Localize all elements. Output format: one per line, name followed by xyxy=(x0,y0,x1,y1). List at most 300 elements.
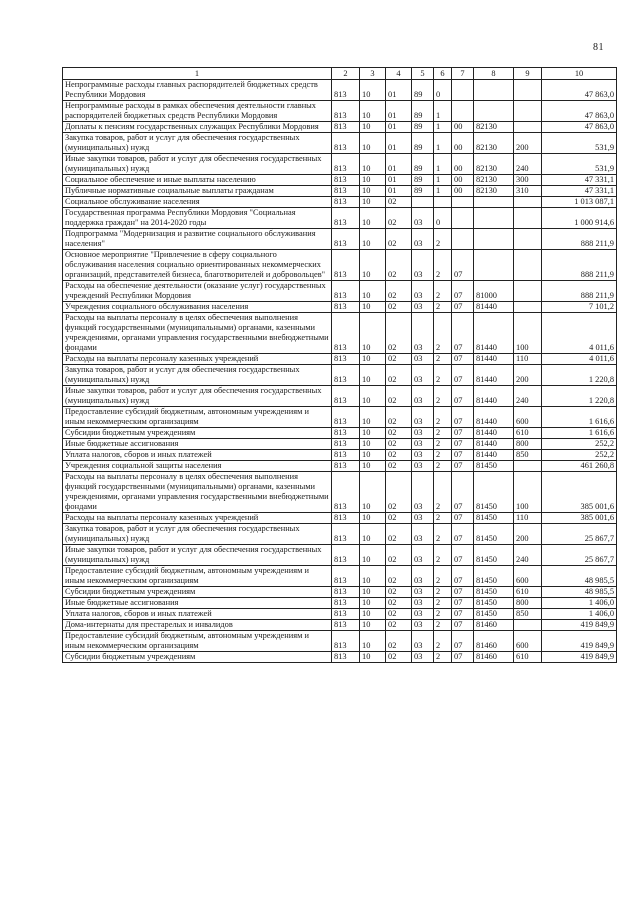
row-name-cell: Социальное обеспечение и иные выплаты населению xyxy=(63,175,332,186)
code-cell-c7 xyxy=(452,229,474,250)
code-cell-c2: 813 xyxy=(332,652,360,663)
table-row xyxy=(63,365,617,386)
code-cell-c9 xyxy=(514,461,542,472)
table-row xyxy=(63,620,617,631)
code-cell-c6: 1 xyxy=(434,154,452,175)
code-cell-c4: 01 xyxy=(386,175,412,186)
column-header-5: 5 xyxy=(412,68,434,80)
code-cell-c7: 07 xyxy=(452,620,474,631)
code-cell-c6: 2 xyxy=(434,250,452,281)
code-cell-c9 xyxy=(514,250,542,281)
table-row xyxy=(63,175,617,186)
amount-cell: 47 863,0 xyxy=(542,101,617,122)
budget-table xyxy=(62,67,617,663)
code-cell-c6 xyxy=(434,197,452,208)
code-cell-c3: 10 xyxy=(360,122,386,133)
row-name-cell: Закупка товаров, работ и услуг для обеспечения государственных (муниципальных) нужд xyxy=(63,365,332,386)
code-cell-c5: 03 xyxy=(412,428,434,439)
code-cell-c6: 2 xyxy=(434,524,452,545)
code-cell-c5: 03 xyxy=(412,620,434,631)
row-name-cell: Субсидии бюджетным учреждениям xyxy=(63,652,332,663)
code-cell-c4: 01 xyxy=(386,186,412,197)
code-cell-c9: 240 xyxy=(514,545,542,566)
code-cell-c4: 02 xyxy=(386,524,412,545)
code-cell-c6: 2 xyxy=(434,609,452,620)
code-cell-c9: 310 xyxy=(514,186,542,197)
table-row xyxy=(63,229,617,250)
code-cell-c7: 07 xyxy=(452,598,474,609)
code-cell-c5: 89 xyxy=(412,133,434,154)
code-cell-c3: 10 xyxy=(360,250,386,281)
code-cell-c7: 07 xyxy=(452,566,474,587)
code-cell-c4: 02 xyxy=(386,439,412,450)
code-cell-c4: 02 xyxy=(386,386,412,407)
code-cell-c8: 81450 xyxy=(474,461,514,472)
code-cell-c4: 02 xyxy=(386,281,412,302)
code-cell-c8: 81450 xyxy=(474,513,514,524)
code-cell-c3: 10 xyxy=(360,407,386,428)
amount-cell: 419 849,9 xyxy=(542,620,617,631)
code-cell-c5: 03 xyxy=(412,461,434,472)
code-cell-c9: 240 xyxy=(514,154,542,175)
code-cell-c5: 03 xyxy=(412,250,434,281)
row-name-cell: Дома-интернаты для престарелых и инвалидов xyxy=(63,620,332,631)
code-cell-c5: 03 xyxy=(412,566,434,587)
code-cell-c5: 03 xyxy=(412,609,434,620)
row-name-cell: Закупка товаров, работ и услуг для обеспечения государственных (муниципальных) нужд xyxy=(63,133,332,154)
code-cell-c2: 813 xyxy=(332,524,360,545)
code-cell-c2: 813 xyxy=(332,407,360,428)
code-cell-c8: 81450 xyxy=(474,524,514,545)
column-header-6: 6 xyxy=(434,68,452,80)
code-cell-c4: 01 xyxy=(386,133,412,154)
code-cell-c6: 2 xyxy=(434,386,452,407)
amount-cell: 47 331,1 xyxy=(542,186,617,197)
column-header-8: 8 xyxy=(474,68,514,80)
code-cell-c8: 81440 xyxy=(474,313,514,354)
row-name-cell: Расходы на выплаты персоналу казенных учреждений xyxy=(63,354,332,365)
row-name-cell: Иные закупки товаров, работ и услуг для обеспечения государственных (муниципальных) нужд xyxy=(63,545,332,566)
code-cell-c2: 813 xyxy=(332,631,360,652)
column-header-9: 9 xyxy=(514,68,542,80)
code-cell-c8: 81440 xyxy=(474,450,514,461)
code-cell-c8: 82130 xyxy=(474,154,514,175)
code-cell-c8: 81450 xyxy=(474,545,514,566)
code-cell-c4: 01 xyxy=(386,122,412,133)
amount-cell: 252,2 xyxy=(542,450,617,461)
code-cell-c3: 10 xyxy=(360,450,386,461)
amount-cell: 888 211,9 xyxy=(542,250,617,281)
table-row xyxy=(63,439,617,450)
code-cell-c9: 850 xyxy=(514,450,542,461)
table-row xyxy=(63,513,617,524)
code-cell-c4: 01 xyxy=(386,154,412,175)
code-cell-c4: 01 xyxy=(386,80,412,101)
column-header-4: 4 xyxy=(386,68,412,80)
row-name-cell: Непрограммные расходы в рамках обеспечения деятельности главных распорядителей бюджетных средств Республики Мордовия xyxy=(63,101,332,122)
code-cell-c5: 03 xyxy=(412,472,434,513)
code-cell-c7: 00 xyxy=(452,186,474,197)
code-cell-c2: 813 xyxy=(332,154,360,175)
table-row xyxy=(63,652,617,663)
row-name-cell: Социальное обслуживание населения xyxy=(63,197,332,208)
code-cell-c5: 03 xyxy=(412,281,434,302)
code-cell-c3: 10 xyxy=(360,354,386,365)
code-cell-c5: 03 xyxy=(412,587,434,598)
code-cell-c5: 03 xyxy=(412,365,434,386)
code-cell-c5: 89 xyxy=(412,175,434,186)
amount-cell: 4 011,6 xyxy=(542,313,617,354)
code-cell-c7: 07 xyxy=(452,428,474,439)
amount-cell: 531,9 xyxy=(542,154,617,175)
code-cell-c7: 07 xyxy=(452,450,474,461)
code-cell-c6: 1 xyxy=(434,101,452,122)
code-cell-c3: 10 xyxy=(360,620,386,631)
code-cell-c4: 02 xyxy=(386,598,412,609)
code-cell-c3: 10 xyxy=(360,80,386,101)
code-cell-c3: 10 xyxy=(360,281,386,302)
row-name-cell: Основное мероприятие "Привлечение в сферу социального обслуживания населения социально ориентированных некоммерческих организаций, представителей бизнеса, благотворителей и добровольцев" xyxy=(63,250,332,281)
code-cell-c9: 600 xyxy=(514,566,542,587)
amount-cell: 1 013 087,1 xyxy=(542,197,617,208)
code-cell-c7: 07 xyxy=(452,407,474,428)
code-cell-c3: 10 xyxy=(360,439,386,450)
amount-cell: 1 616,6 xyxy=(542,428,617,439)
code-cell-c5: 03 xyxy=(412,386,434,407)
code-cell-c9: 110 xyxy=(514,354,542,365)
code-cell-c2: 813 xyxy=(332,545,360,566)
code-cell-c9: 300 xyxy=(514,175,542,186)
code-cell-c2: 813 xyxy=(332,80,360,101)
code-cell-c8 xyxy=(474,80,514,101)
code-cell-c7: 07 xyxy=(452,354,474,365)
code-cell-c4: 02 xyxy=(386,652,412,663)
code-cell-c8 xyxy=(474,197,514,208)
code-cell-c9: 800 xyxy=(514,598,542,609)
code-cell-c2: 813 xyxy=(332,281,360,302)
row-name-cell: Закупка товаров, работ и услуг для обеспечения государственных (муниципальных) нужд xyxy=(63,524,332,545)
column-header-3: 3 xyxy=(360,68,386,80)
code-cell-c2: 813 xyxy=(332,365,360,386)
row-name-cell: Уплата налогов, сборов и иных платежей xyxy=(63,450,332,461)
table-row xyxy=(63,428,617,439)
code-cell-c5: 89 xyxy=(412,101,434,122)
amount-cell: 25 867,7 xyxy=(542,545,617,566)
code-cell-c4: 02 xyxy=(386,609,412,620)
code-cell-c6: 2 xyxy=(434,313,452,354)
code-cell-c9: 850 xyxy=(514,609,542,620)
code-cell-c5: 03 xyxy=(412,513,434,524)
code-cell-c9 xyxy=(514,208,542,229)
code-cell-c8: 81440 xyxy=(474,428,514,439)
code-cell-c9: 610 xyxy=(514,587,542,598)
table-row xyxy=(63,197,617,208)
code-cell-c9 xyxy=(514,80,542,101)
amount-cell: 385 001,6 xyxy=(542,513,617,524)
code-cell-c2: 813 xyxy=(332,122,360,133)
code-cell-c3: 10 xyxy=(360,652,386,663)
code-cell-c5: 03 xyxy=(412,524,434,545)
code-cell-c6: 2 xyxy=(434,461,452,472)
code-cell-c7: 07 xyxy=(452,250,474,281)
code-cell-c4: 02 xyxy=(386,631,412,652)
row-name-cell: Предоставление субсидий бюджетным, автономным учреждениям и иным некоммерческим организациям xyxy=(63,631,332,652)
code-cell-c2: 813 xyxy=(332,513,360,524)
amount-cell: 1 406,0 xyxy=(542,598,617,609)
code-cell-c7: 07 xyxy=(452,587,474,598)
table-row xyxy=(63,524,617,545)
code-cell-c7: 07 xyxy=(452,513,474,524)
code-cell-c5: 03 xyxy=(412,545,434,566)
code-cell-c2: 813 xyxy=(332,461,360,472)
code-cell-c5: 03 xyxy=(412,229,434,250)
code-cell-c3: 10 xyxy=(360,101,386,122)
row-name-cell: Иные закупки товаров, работ и услуг для обеспечения государственных (муниципальных) нужд xyxy=(63,154,332,175)
code-cell-c5: 03 xyxy=(412,631,434,652)
code-cell-c8: 81440 xyxy=(474,365,514,386)
code-cell-c7 xyxy=(452,80,474,101)
code-cell-c8: 81450 xyxy=(474,472,514,513)
row-name-cell: Расходы на выплаты персоналу в целях обеспечения выполнения функций государственными (муниципальными) органами, казенными учреждениями, органами управления государственными внебюджетными фондами xyxy=(63,313,332,354)
amount-cell: 888 211,9 xyxy=(542,229,617,250)
table-row xyxy=(63,313,617,354)
code-cell-c9: 100 xyxy=(514,313,542,354)
code-cell-c2: 813 xyxy=(332,354,360,365)
code-cell-c4: 02 xyxy=(386,302,412,313)
code-cell-c6: 2 xyxy=(434,566,452,587)
code-cell-c4: 02 xyxy=(386,313,412,354)
code-cell-c8 xyxy=(474,250,514,281)
code-cell-c2: 813 xyxy=(332,620,360,631)
code-cell-c7: 00 xyxy=(452,133,474,154)
code-cell-c8: 82130 xyxy=(474,133,514,154)
code-cell-c8 xyxy=(474,101,514,122)
code-cell-c9: 110 xyxy=(514,513,542,524)
table-row xyxy=(63,122,617,133)
table-row xyxy=(63,609,617,620)
amount-cell: 48 985,5 xyxy=(542,587,617,598)
code-cell-c5: 89 xyxy=(412,154,434,175)
code-cell-c4: 02 xyxy=(386,513,412,524)
table-row xyxy=(63,407,617,428)
table-row xyxy=(63,154,617,175)
table-row xyxy=(63,354,617,365)
code-cell-c9 xyxy=(514,281,542,302)
code-cell-c5: 03 xyxy=(412,302,434,313)
code-cell-c7: 07 xyxy=(452,439,474,450)
code-cell-c6: 2 xyxy=(434,513,452,524)
amount-cell: 461 260,8 xyxy=(542,461,617,472)
code-cell-c3: 10 xyxy=(360,208,386,229)
code-cell-c6: 0 xyxy=(434,80,452,101)
code-cell-c6: 2 xyxy=(434,302,452,313)
amount-cell: 1 220,8 xyxy=(542,365,617,386)
code-cell-c7: 07 xyxy=(452,524,474,545)
code-cell-c6: 1 xyxy=(434,175,452,186)
code-cell-c6: 2 xyxy=(434,631,452,652)
code-cell-c8: 81000 xyxy=(474,281,514,302)
row-name-cell: Доплаты к пенсиям государственных служащих Республики Мордовия xyxy=(63,122,332,133)
code-cell-c5: 03 xyxy=(412,208,434,229)
code-cell-c9 xyxy=(514,302,542,313)
code-cell-c4: 02 xyxy=(386,450,412,461)
code-cell-c6: 1 xyxy=(434,122,452,133)
code-cell-c5: 03 xyxy=(412,313,434,354)
code-cell-c2: 813 xyxy=(332,598,360,609)
column-header-2: 2 xyxy=(332,68,360,80)
code-cell-c5 xyxy=(412,197,434,208)
code-cell-c8: 82130 xyxy=(474,175,514,186)
code-cell-c3: 10 xyxy=(360,175,386,186)
row-name-cell: Уплата налогов, сборов и иных платежей xyxy=(63,609,332,620)
row-name-cell: Иные бюджетные ассигнования xyxy=(63,598,332,609)
table-body xyxy=(63,80,617,663)
code-cell-c3: 10 xyxy=(360,313,386,354)
code-cell-c5: 89 xyxy=(412,122,434,133)
code-cell-c7: 07 xyxy=(452,386,474,407)
code-cell-c3: 10 xyxy=(360,587,386,598)
code-cell-c6: 2 xyxy=(434,620,452,631)
code-cell-c2: 813 xyxy=(332,386,360,407)
row-name-cell: Государственная программа Республики Мордовия "Социальная поддержка граждан" на 2014-2020 годы xyxy=(63,208,332,229)
amount-cell: 1 000 914,6 xyxy=(542,208,617,229)
code-cell-c5: 03 xyxy=(412,439,434,450)
code-cell-c6: 2 xyxy=(434,407,452,428)
code-cell-c6: 2 xyxy=(434,439,452,450)
code-cell-c4: 02 xyxy=(386,566,412,587)
code-cell-c4: 02 xyxy=(386,407,412,428)
code-cell-c6: 2 xyxy=(434,598,452,609)
code-cell-c2: 813 xyxy=(332,428,360,439)
code-cell-c2: 813 xyxy=(332,609,360,620)
code-cell-c6: 2 xyxy=(434,428,452,439)
amount-cell: 252,2 xyxy=(542,439,617,450)
table-row xyxy=(63,461,617,472)
amount-cell: 531,9 xyxy=(542,133,617,154)
code-cell-c3: 10 xyxy=(360,186,386,197)
code-cell-c8 xyxy=(474,229,514,250)
code-cell-c3: 10 xyxy=(360,386,386,407)
code-cell-c6: 1 xyxy=(434,186,452,197)
code-cell-c8: 81440 xyxy=(474,386,514,407)
code-cell-c6: 2 xyxy=(434,652,452,663)
code-cell-c9: 200 xyxy=(514,524,542,545)
code-cell-c9: 200 xyxy=(514,365,542,386)
code-cell-c3: 10 xyxy=(360,598,386,609)
row-name-cell: Расходы на обеспечение деятельности (оказание услуг) государственных учреждений Республики Мордовия xyxy=(63,281,332,302)
row-name-cell: Расходы на выплаты персоналу казенных учреждений xyxy=(63,513,332,524)
code-cell-c5: 89 xyxy=(412,80,434,101)
code-cell-c6: 2 xyxy=(434,545,452,566)
code-cell-c6: 2 xyxy=(434,365,452,386)
column-header-7: 7 xyxy=(452,68,474,80)
code-cell-c8: 81460 xyxy=(474,652,514,663)
table-row xyxy=(63,186,617,197)
amount-cell: 47 863,0 xyxy=(542,80,617,101)
table-row xyxy=(63,133,617,154)
code-cell-c2: 813 xyxy=(332,566,360,587)
code-cell-c4: 02 xyxy=(386,545,412,566)
code-cell-c6: 0 xyxy=(434,208,452,229)
table-row xyxy=(63,587,617,598)
code-cell-c6: 2 xyxy=(434,587,452,598)
code-cell-c6: 2 xyxy=(434,472,452,513)
code-cell-c7 xyxy=(452,208,474,229)
code-cell-c6: 2 xyxy=(434,354,452,365)
code-cell-c8: 81460 xyxy=(474,620,514,631)
code-cell-c7: 00 xyxy=(452,154,474,175)
code-cell-c5: 03 xyxy=(412,354,434,365)
table-row xyxy=(63,472,617,513)
amount-cell: 1 406,0 xyxy=(542,609,617,620)
code-cell-c2: 813 xyxy=(332,229,360,250)
code-cell-c2: 813 xyxy=(332,186,360,197)
code-cell-c9: 610 xyxy=(514,652,542,663)
row-name-cell: Подпрограмма "Модернизация и развитие социального обслуживания населения" xyxy=(63,229,332,250)
row-name-cell: Субсидии бюджетным учреждениям xyxy=(63,587,332,598)
code-cell-c9: 240 xyxy=(514,386,542,407)
row-name-cell: Учреждения социального обслуживания населения xyxy=(63,302,332,313)
code-cell-c4: 02 xyxy=(386,620,412,631)
code-cell-c2: 813 xyxy=(332,250,360,281)
code-cell-c7: 07 xyxy=(452,472,474,513)
amount-cell: 385 001,6 xyxy=(542,472,617,513)
amount-cell: 419 849,9 xyxy=(542,631,617,652)
code-cell-c5: 03 xyxy=(412,407,434,428)
code-cell-c7: 07 xyxy=(452,302,474,313)
code-cell-c8: 81450 xyxy=(474,587,514,598)
code-cell-c7 xyxy=(452,197,474,208)
code-cell-c4: 02 xyxy=(386,472,412,513)
code-cell-c2: 813 xyxy=(332,587,360,598)
code-cell-c4: 02 xyxy=(386,428,412,439)
code-cell-c2: 813 xyxy=(332,133,360,154)
code-cell-c7: 07 xyxy=(452,631,474,652)
code-cell-c8: 81450 xyxy=(474,566,514,587)
amount-cell: 1 220,8 xyxy=(542,386,617,407)
code-cell-c4: 02 xyxy=(386,587,412,598)
table-row xyxy=(63,302,617,313)
table-row xyxy=(63,450,617,461)
code-cell-c3: 10 xyxy=(360,631,386,652)
code-cell-c4: 01 xyxy=(386,101,412,122)
code-cell-c2: 813 xyxy=(332,101,360,122)
amount-cell: 419 849,9 xyxy=(542,652,617,663)
amount-cell: 1 616,6 xyxy=(542,407,617,428)
code-cell-c2: 813 xyxy=(332,208,360,229)
code-cell-c7: 07 xyxy=(452,652,474,663)
code-cell-c7: 07 xyxy=(452,281,474,302)
code-cell-c4: 02 xyxy=(386,197,412,208)
code-cell-c3: 10 xyxy=(360,545,386,566)
row-name-cell: Учреждения социальной защиты населения xyxy=(63,461,332,472)
code-cell-c9 xyxy=(514,197,542,208)
amount-cell: 888 211,9 xyxy=(542,281,617,302)
code-cell-c2: 813 xyxy=(332,472,360,513)
code-cell-c7: 07 xyxy=(452,365,474,386)
table-header-row xyxy=(63,68,617,80)
amount-cell: 48 985,5 xyxy=(542,566,617,587)
code-cell-c9 xyxy=(514,229,542,250)
row-name-cell: Публичные нормативные социальные выплаты гражданам xyxy=(63,186,332,197)
code-cell-c8: 81450 xyxy=(474,598,514,609)
table-row xyxy=(63,566,617,587)
code-cell-c5: 89 xyxy=(412,186,434,197)
code-cell-c6: 2 xyxy=(434,450,452,461)
code-cell-c8: 82130 xyxy=(474,186,514,197)
code-cell-c6: 1 xyxy=(434,133,452,154)
code-cell-c9: 600 xyxy=(514,407,542,428)
